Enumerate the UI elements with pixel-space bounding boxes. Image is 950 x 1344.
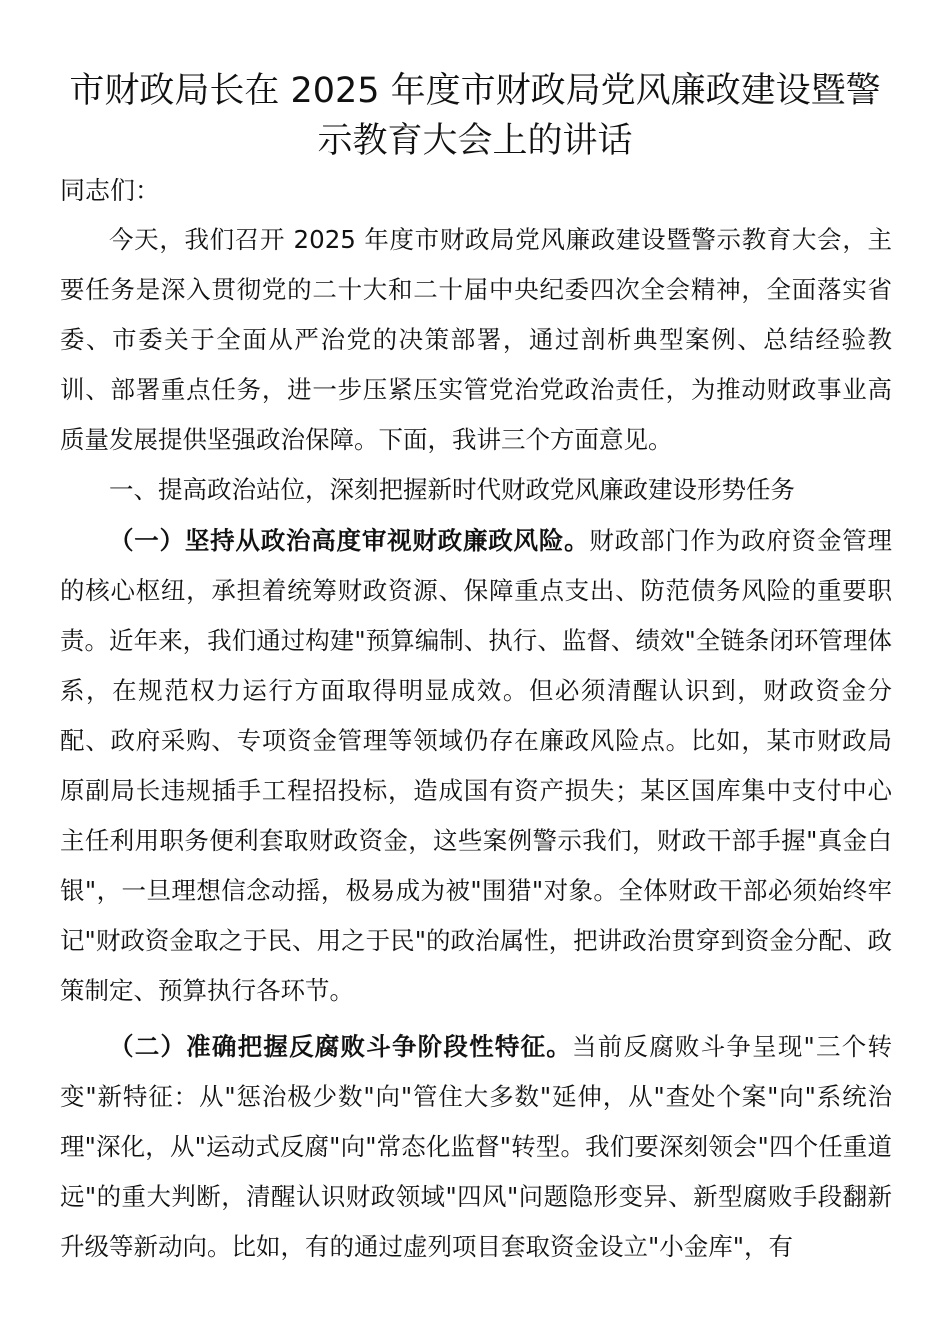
title-line-2: 示教育大会上的讲话 [317,121,633,161]
subsection-2-paragraph [60,1022,892,1272]
subsection-1-paragraph [60,516,892,1016]
intro-paragraph: 今天，我们召开 2025 年度市财政局党风廉政建设暨警示教育大会，主要任务是深入贯彻党的二十大和二十届中央纪委四次全会精神，全面落实省委、市委关于全面从严治党的决策部署，通过剖析典型案例、总结经验教训、部署重点任务，进一步压紧压实管党治党政治责任，为推动财政事业高质量发展提供坚强政治保障。下面，我讲三个方面意见。 [60,225,892,454]
subsection-1-heading: （一）坚持从政治高度审视财政廉政风险。 [109,526,590,555]
title-line-1: 市财政局长在 2025 年度市财政局党风廉政建设暨警 [69,71,881,111]
document-title [60,66,890,166]
subsection-2-text: 当前反腐败斗争呈现"三个转变"新特征：从"惩治极少数"向"管住大多数"延伸，从"查处个案"向"系统治理"深化，从"运动式反腐"向"常态化监督"转型。我们要深刻领会"四个任重道远"的重大判断，清醒认识财政领域"四风"问题隐形变异、新型腐败手段翻新升级等新动向。比如，有的通过虚列项目套取资金设立"小金库"，有 [60,1032,892,1261]
subsection-1-text: 财政部门作为政府资金管理的核心枢纽，承担着统筹财政资源、保障重点支出、防范债务风险的重要职责。近年来，我们通过构建"预算编制、执行、监督、绩效"全链条闭环管理体系，在规范权力运行方面取得明显成效。但必须清醒认识到，财政资金分配、政府采购、专项资金管理等领域仍存在廉政风险点。比如，某市财政局原副局长违规插手工程招投标，造成国有资产损失；某区国库集中支付中心主任利用职务便利套取财政资金，这些案例警示我们，财政干部手握"真金白银"，一旦理想信念动摇，极易成为被"围猎"对象。全体财政干部必须始终牢记"财政资金取之于民、用之于民"的政治属性，把讲政治贯穿到资金分配、政策制定、预算执行各环节。 [60,526,893,1005]
subsection-2-heading: （二）准确把握反腐败斗争阶段性特征。 [109,1032,573,1061]
greeting: 同志们： [60,176,161,205]
section-1-heading: 一、提高政治站位，深刻把握新时代财政党风廉政建设形势任务 [109,475,795,504]
document-body [60,215,892,1272]
